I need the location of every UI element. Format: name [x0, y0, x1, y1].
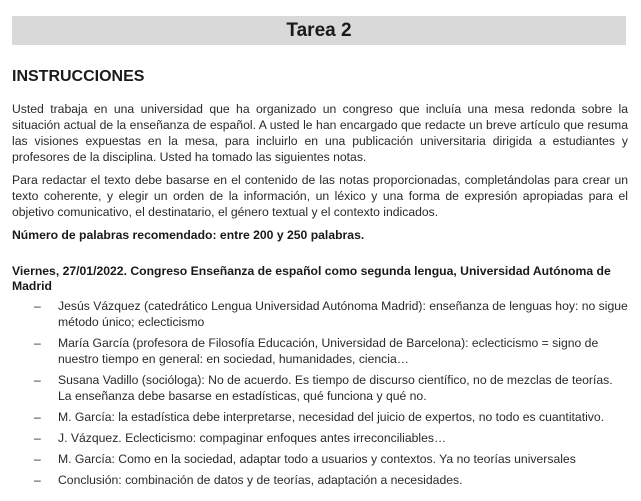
note-item	[0, 372, 641, 404]
bullet-dash: –	[34, 299, 41, 313]
note-text: J. Vázquez. Eclecticismo: compaginar enfoques antes irreconciliables…	[58, 431, 447, 445]
task-title-bar	[12, 16, 626, 45]
note-text: M. García: la estadística debe interpretarse, necesidad del juicio de expertos, no todo es cuantitativo.	[58, 410, 605, 424]
instructions-paragraph-2: Para redactar el texto debe basarse en el contenido de las notas proporcionadas, completándolas para crear un texto coherente, y elegir un orden de la información, un léxico y una forma de expresión apropiadas para el objetivo comunicativo, el destinatario, el género textual y el contexto indicados.	[12, 173, 628, 219]
instructions-heading: INSTRUCCIONES	[12, 68, 145, 85]
notes-heading: Viernes, 27/01/2022. Congreso Enseñanza de español como segunda lengua, Universidad Autónoma de Madrid	[12, 264, 611, 293]
notes-list	[0, 298, 641, 493]
task-title: Tarea 2	[286, 19, 352, 41]
note-text: María García (profesora de Filosofía Educación, Universidad de Barcelona): eclecticismo = signo de nuestro tiempo en general: en sociedad, humanidades, ciencia…	[58, 336, 599, 366]
note-text: Jesús Vázquez (catedrático Lengua Universidad Autónoma Madrid): enseñanza de lenguas hoy: no sigue método único; eclecticismo	[58, 299, 628, 329]
bullet-dash: –	[34, 473, 41, 487]
note-item	[0, 451, 641, 467]
bullet-dash: –	[34, 431, 41, 445]
bullet-dash: –	[34, 452, 41, 466]
bullet-dash: –	[34, 373, 41, 387]
note-text: Susana Vadillo (socióloga): No de acuerdo. Es tiempo de discurso científico, no de mezclas de teorías. La enseñanza debe basarse en estadísticas, qué funciona y qué no.	[58, 373, 613, 403]
word-count-note: Número de palabras recomendado: entre 200 y 250 palabras.	[12, 228, 365, 242]
bullet-dash: –	[34, 336, 41, 350]
note-text: Conclusión: combinación de datos y de teorías, adaptación a necesidades.	[58, 473, 463, 487]
note-item	[0, 430, 641, 446]
note-item	[0, 298, 641, 330]
note-item	[0, 409, 641, 425]
bullet-dash: –	[34, 410, 41, 424]
note-item	[0, 335, 641, 367]
note-text: M. García: Como en la sociedad, adaptar todo a usuarios y contextos. Ya no teorías universales	[58, 452, 576, 466]
note-item	[0, 472, 641, 488]
instructions-paragraph-1: Usted trabaja en una universidad que ha organizado un congreso que incluía una mesa redonda sobre la situación actual de la enseñanza de español. A usted le han encargado que redacte un breve artículo que resuma las visiones expuestas en la mesa, para incluirlo en una publicación universitaria dirigida a estudiantes y profesores de la disciplina. Usted ha tomado las siguientes notas.	[12, 102, 628, 164]
